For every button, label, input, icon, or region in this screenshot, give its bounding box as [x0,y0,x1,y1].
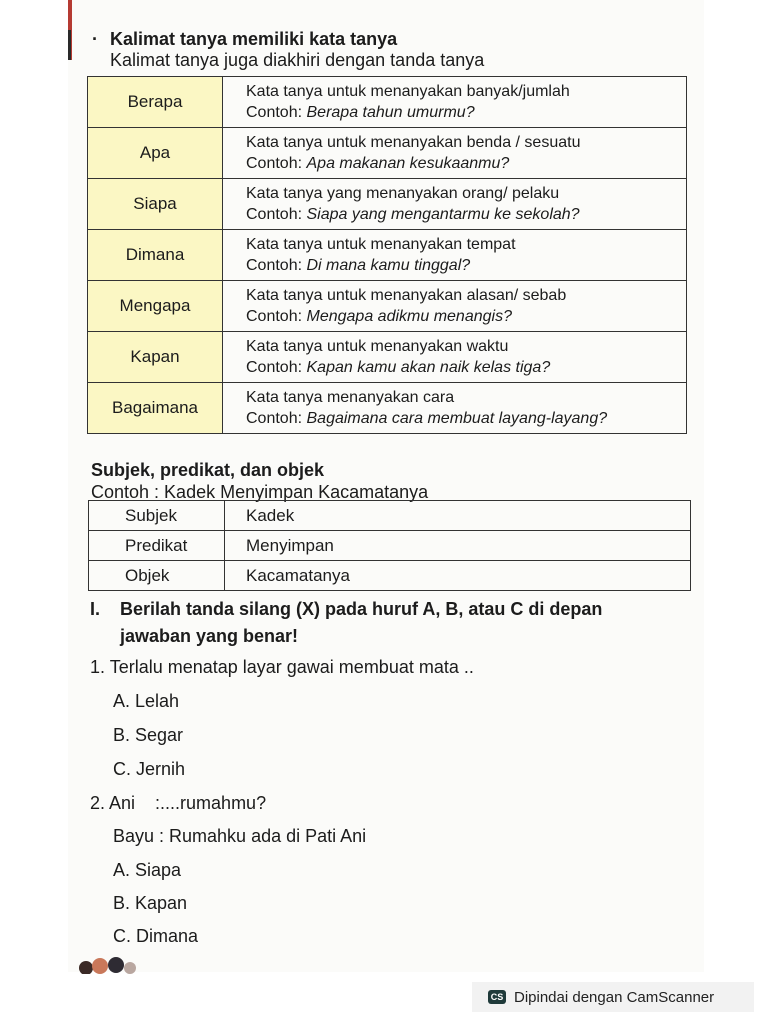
question-1: 1. Terlalu menatap layar gawai membuat mata .. [90,657,474,677]
question-words-table [87,76,687,434]
table-row [88,128,687,179]
spo-example-sentence: Contoh : Kadek Menyimpan Kacamatanya [91,482,429,502]
spo-label: Predikat [89,531,225,561]
question-2: 2. Ani :....rumahmu? [90,793,267,813]
intro-section [92,28,692,70]
question-word: Bagaimana [88,383,223,434]
question-2-option-c[interactable]: C. Dimana [113,926,199,946]
intro-bullet-1: · Kalimat tanya memiliki kata tanya [92,29,398,49]
question-word: Berapa [88,77,223,128]
spo-section-title: Subjek, predikat, dan objek [91,460,325,480]
spo-label: Objek [89,561,225,591]
table-row [89,561,691,591]
section-number: I. [90,599,101,619]
question-word-description: Kata tanya untuk menanyakan tempat Contoh: Di mana kamu tinggal? [223,230,687,281]
question-word: Mengapa [88,281,223,332]
spo-value: Menyimpan [225,531,691,561]
exercise-instruction: I. Berilah tanda silang (X) pada huruf A, B, atau C di depan jawaban yang benar! [90,596,690,650]
spo-table [88,500,691,591]
table-row [89,531,691,561]
table-row [88,230,687,281]
table-row [88,77,687,128]
camscanner-watermark [472,982,754,1012]
camscanner-text: Dipindai dengan CamScanner [514,988,715,1006]
camscanner-logo-icon: CS [488,990,506,1004]
question-word: Kapan [88,332,223,383]
question-word: Dimana [88,230,223,281]
intro-bullet-2: Kalimat tanya juga diakhiri dengan tanda tanya [110,50,485,70]
question-1-option-b[interactable]: B. Segar [113,725,184,745]
question-1-option-c[interactable]: C. Jernih [113,759,186,779]
question-word-description: Kata tanya untuk menanyakan waktu Contoh: Kapan kamu akan naik kelas tiga? [223,332,687,383]
question-word-description: Kata tanya untuk menanyakan banyak/jumlah Contoh: Berapa tahun umurmu? [223,77,687,128]
table-row [89,501,691,531]
table-row [88,179,687,230]
spo-value: Kadek [225,501,691,531]
question-2-dialog: Bayu : Rumahku ada di Pati Ani [113,826,367,846]
table-row [88,332,687,383]
question-2-option-a[interactable]: A. Siapa [113,860,182,880]
question-word-description: Kata tanya yang menanyakan orang/ pelaku Contoh: Siapa yang mengantarmu ke sekolah? [223,179,687,230]
page-edge-shadow [68,30,71,60]
question-word-description: Kata tanya untuk menanyakan alasan/ sebab Contoh: Mengapa adikmu menangis? [223,281,687,332]
question-word: Siapa [88,179,223,230]
question-word-description: Kata tanya menanyakan cara Contoh: Bagaimana cara membuat layang-layang? [223,383,687,434]
spo-value: Kacamatanya [225,561,691,591]
question-word: Apa [88,128,223,179]
spo-label: Subjek [89,501,225,531]
table-row [88,383,687,434]
cartoon-decoration-icon [76,952,142,974]
question-1-option-a[interactable]: A. Lelah [113,691,180,711]
question-2-option-b[interactable]: B. Kapan [113,893,188,913]
table-row [88,281,687,332]
question-word-description: Kata tanya untuk menanyakan benda / sesuatu Contoh: Apa makanan kesukaanmu? [223,128,687,179]
